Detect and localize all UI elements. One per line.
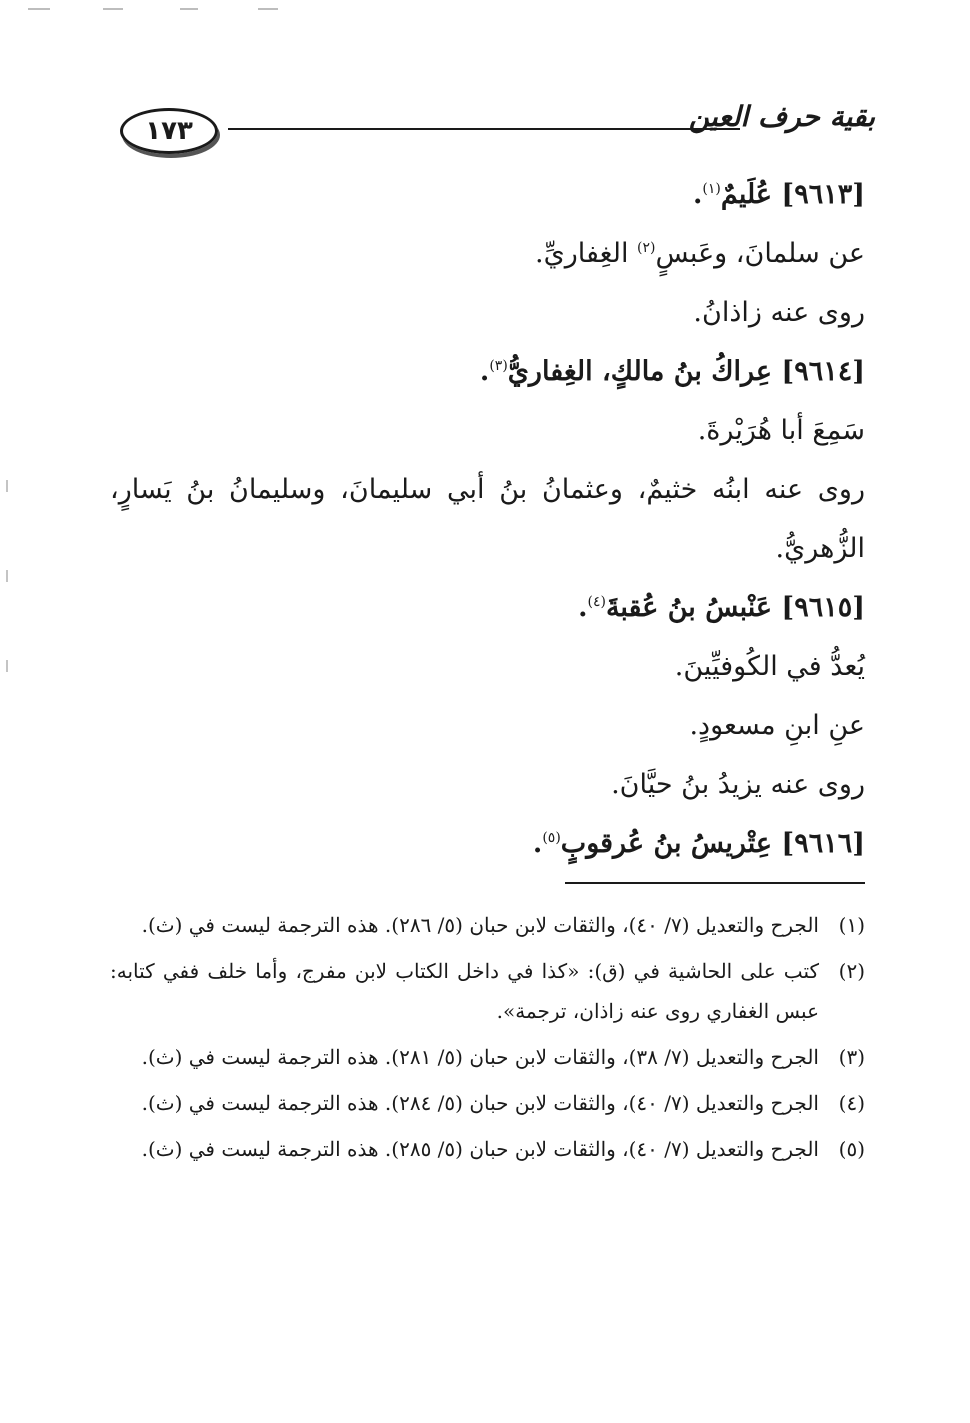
entry-line: سَمِعَ أبا هُرَيْرةَ.	[697, 415, 865, 446]
scan-artifact	[6, 480, 8, 492]
entry-line: عن سلمانَ، وعَبسٍ$^{(٢)}$ الغِفاريِّ.	[535, 238, 865, 269]
footnote	[110, 951, 865, 1031]
entry-line: روى عنه زاذانُ.	[693, 297, 865, 328]
footnote-text: كتب على الحاشية في (ق): «كذا في داخل الكتاب لابن مفرج، وأما خلف ففي كتابه: عبس الغفاري روى عنه زاذان، ترجمة».	[110, 959, 819, 1023]
entry-line: روى عنه يزيدُ بنُ حيَّانَ.	[611, 769, 865, 800]
entry-heading: [٩٦١٦] عِتْريسُ بنُ عُرقوبٍ$^{(٥)}$.	[532, 828, 865, 859]
entry-heading: [٩٦١٥] عَنْبسُ بنُ عُقبةَ$^{(٤)}$.	[578, 592, 865, 623]
footnotes	[110, 905, 865, 1175]
footnote	[110, 1037, 865, 1077]
scan-artifact	[6, 570, 8, 582]
footnote-text: الجرح والتعديل (٧/ ٤٠)، والثقات لابن حبان (٥/ ٢٨٥). هذه الترجمة ليست في (ث).	[141, 1137, 819, 1161]
entry-line: عنِ ابنِ مسعودٍ.	[689, 710, 865, 741]
footnote-ref[interactable]: (٥)	[542, 830, 561, 846]
footnote-number: (٣)	[838, 1045, 865, 1069]
footnote-ref[interactable]: (٤)	[587, 594, 606, 610]
footnote-number: (٤)	[838, 1091, 865, 1115]
entry-heading: [٩٦١٣] عُلَيمٌ$^{(١)}$.	[692, 179, 865, 210]
main-text	[110, 165, 865, 873]
footnote-text: الجرح والتعديل (٧/ ٣٨)، والثقات لابن حبان (٥/ ٢٨١). هذه الترجمة ليست في (ث).	[141, 1045, 819, 1069]
footnote	[110, 1083, 865, 1123]
footnote-number: (١)	[838, 913, 865, 937]
page-header	[120, 100, 875, 160]
scan-artifact	[6, 660, 8, 672]
footnote-number: (٢)	[838, 959, 865, 983]
footnote-text: الجرح والتعديل (٧/ ٤٠)، والثقات لابن حبان (٥/ ٢٨٦). هذه الترجمة ليست في (ث).	[141, 913, 819, 937]
entry-line: يُعدُّ في الكُوفيِّينَ.	[674, 651, 865, 682]
footnote-number: (٥)	[838, 1137, 865, 1161]
footnote-ref[interactable]: (١)	[702, 181, 721, 197]
entry-line: روى عنه ابنُه خثيمٌ، وعثمانُ بنُ أبي سليمانَ، وسليمانُ بنُ يَسارٍ، الزُّهريُّ.	[110, 474, 865, 564]
header-rule	[228, 128, 740, 130]
footnote	[110, 905, 865, 945]
footnote	[110, 1129, 865, 1169]
footnote-ref[interactable]: (٣)	[489, 358, 508, 374]
footnote-ref[interactable]: (٢)	[637, 240, 656, 256]
footnote-text: الجرح والتعديل (٧/ ٤٠)، والثقات لابن حبان (٥/ ٢٨٤). هذه الترجمة ليست في (ث).	[141, 1091, 819, 1115]
page-number: ١٧٣	[120, 108, 218, 154]
running-title: بقية حرف العين	[688, 100, 875, 133]
footnote-separator	[565, 882, 865, 884]
entry-heading: [٩٦١٤] عِراكُ بنُ مالكٍ، الغِفاريُّ$^{(٣)}$.	[479, 356, 865, 387]
